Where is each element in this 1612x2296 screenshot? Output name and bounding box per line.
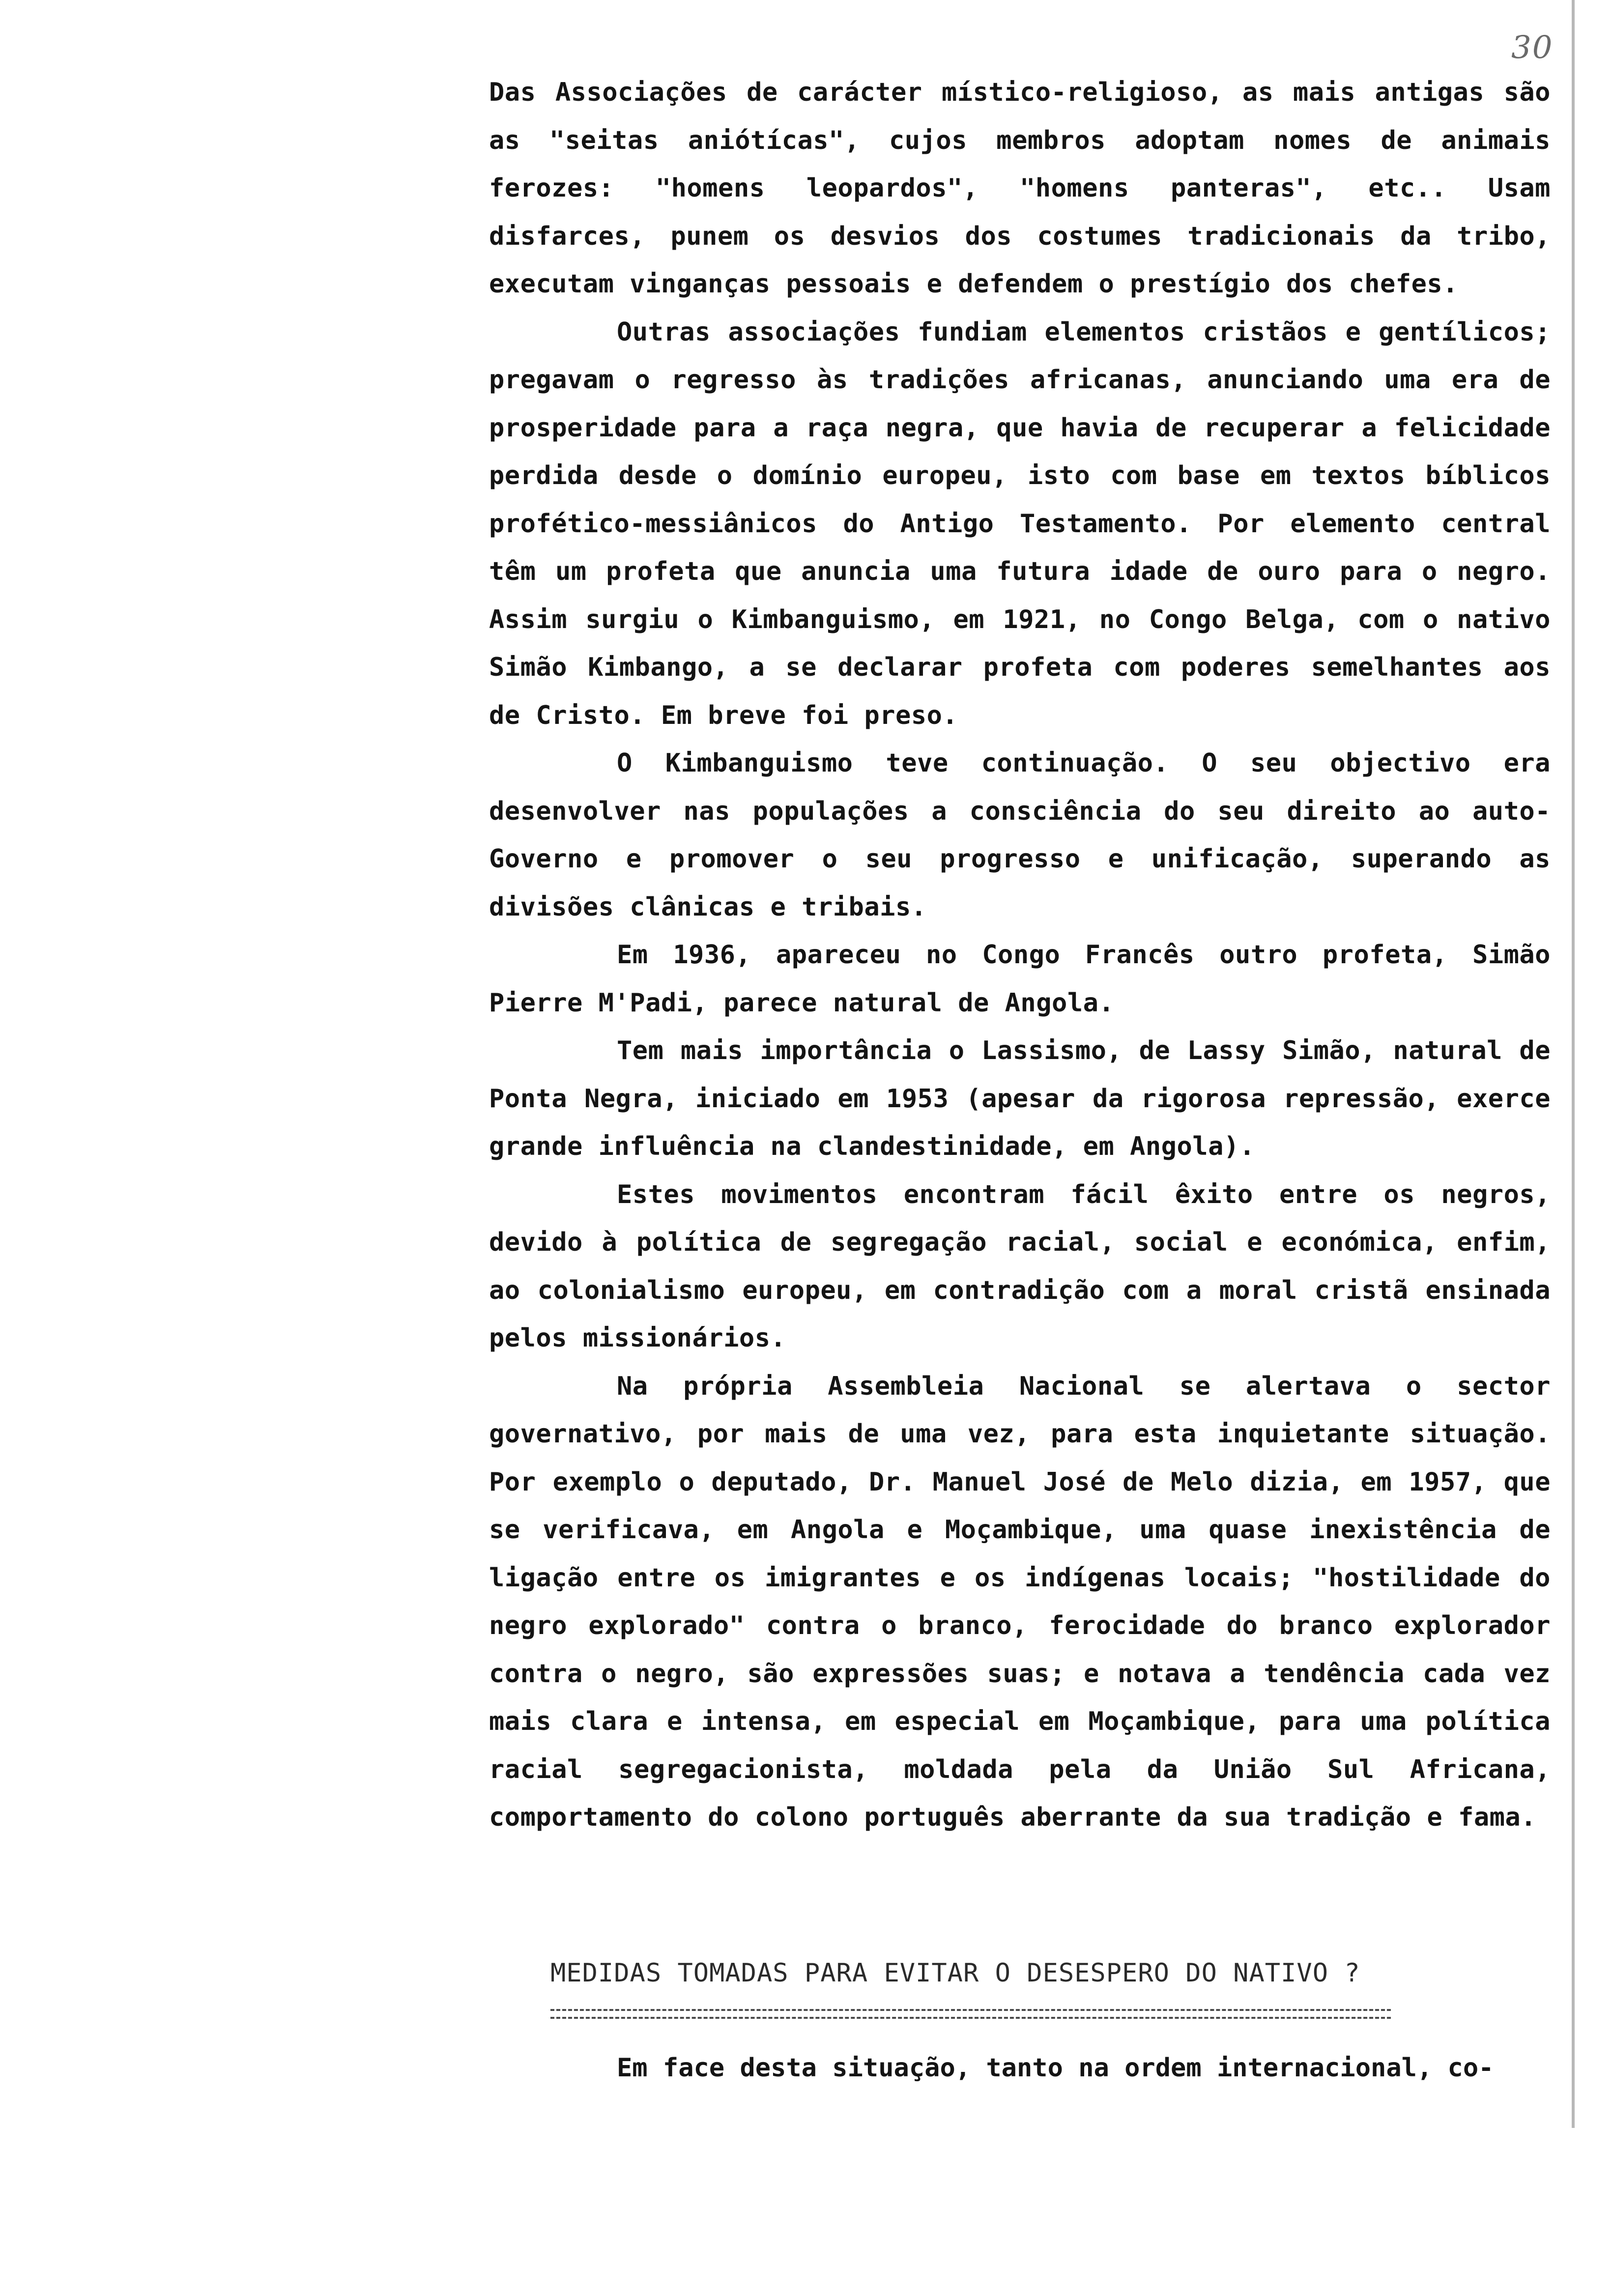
paragraph-1: Das Associações de carácter místico-religioso, as mais antigas são as "seitas aniótícas", cujos membros adoptam nomes de animais ferozes: "homens leopardos", "homens panteras", etc.. Usam disfarces, punem os desvios dos costumes tradicionais da tribo, executam vinganças pessoais e defendem o prestígio dos chefes. [489,78,1551,299]
paragraph-6: Estes movimentos encontram fácil êxito entre os negros, devido à política de segregação racial, social e económica, enfim, ao colonialismo europeu, em contradição com a moral cristã ensinada pelos missionários. [489,1179,1551,1353]
paragraph-4: Em 1936, apareceu no Congo Francês outro profeta, Simão Pierre M'Padi, parece natural de Angola. [489,940,1551,1018]
body-text [489,69,1551,1842]
page-edge-line [1572,0,1575,2128]
paragraph-7: Na própria Assembleia Nacional se alertava o sector governativo, por mais de uma vez, para esta inquietante situação. Por exemplo o deputado, Dr. Manuel José de Melo dizia, em 1957, que se verificava, em Angola e Moçambique, uma quase inexistência de ligação entre os imigrantes e os indígenas locais; "hostilidade do negro explorado" contra o branco, ferocidade do branco explorador contra o negro, são expressões suas; e notava a tendência cada vez mais clara e intensa, em especial em Moçambique, para uma política racial segregacionista, moldada pela da União Sul Africana, comportamento do colono português aberrante da sua tradição e fama. [489,1371,1551,1832]
folio-mark: 30 [1511,29,1554,66]
paragraph-3: O Kimbanguismo teve continuação. O seu objectivo era desenvolver nas populações a consciência do seu direito ao auto-Governo e promover o seu progresso e unificação, superando as divisões clânicas e tribais. [489,748,1551,922]
heading-underline [550,2009,1391,2019]
section-heading: MEDIDAS TOMADAS PARA EVITAR O DESESPERO DO NATIVO ? [550,1958,1360,1988]
paragraph-2: Outras associações fundiam elementos cristãos e gentílicos; pregavam o regresso às tradições africanas, anunciando uma era de prosperidade para a raça negra, que havia de recuperar a felicidade perdida desde o domínio europeu, isto com base em textos bíblicos profético-messiânicos do Antigo Testamento. Por elemento central têm um profeta que anuncia uma futura idade de ouro para o negro. Assim surgiu o Kimbanguismo, em 1921, no Congo Belga, com o nativo Simão Kimbango, a se declarar profeta com poderes semelhantes aos de Cristo. Em breve foi preso. [489,317,1551,730]
paragraph-5: Tem mais importância o Lassismo, de Lassy Simão, natural de Ponta Negra, iniciado em 1953 (apesar da rigorosa repressão, exerce grande influência na clandestinidade, em Angola). [489,1036,1551,1161]
continuation-line: Em face desta situação, tanto na ordem internacional, co- [617,2053,1494,2083]
